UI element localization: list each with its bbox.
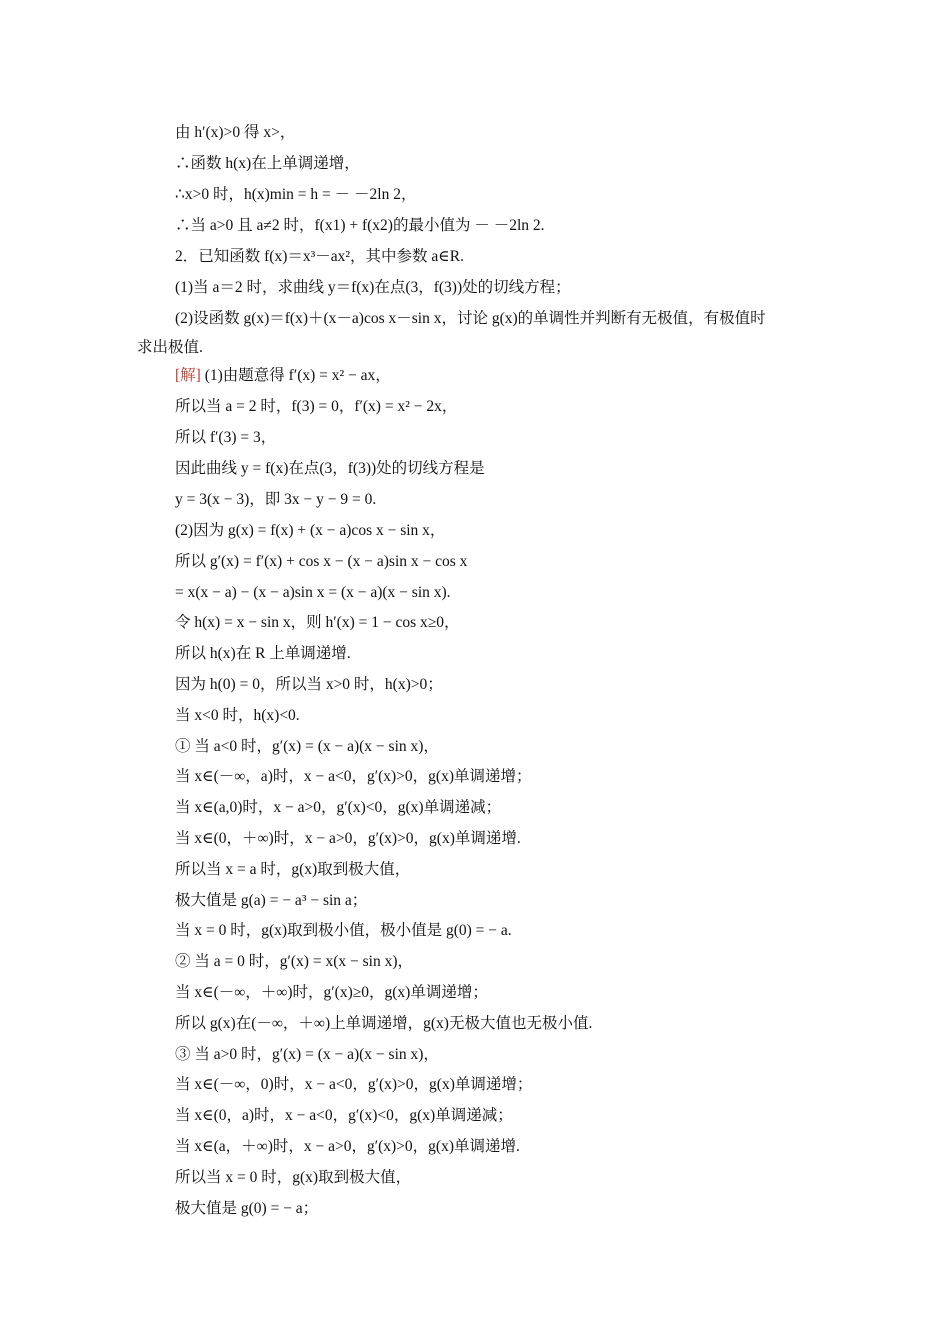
text-line: 当 x = 0 时，g(x)取到极小值，极小值是 g(0) = − a.	[175, 922, 512, 939]
text-line: ∴函数 h(x)在上单调递增，	[175, 155, 360, 172]
text-line: 当 x∈(a，＋∞)时，x − a>0，g′(x)>0，g(x)单调递增.	[175, 1138, 520, 1155]
text-line: 所以 f′(3) = 3，	[175, 429, 277, 446]
text-line: 当 x∈(－∞，0)时，x − a<0，g′(x)>0，g(x)单调递增；	[175, 1076, 533, 1093]
solution-text: (1)由题意得 f′(x) = x² − ax，	[200, 367, 391, 384]
case-3-heading: ③ 当 a>0 时，g′(x) = (x − a)(x − sin x)，	[175, 1046, 439, 1063]
case-2-heading: ② 当 a = 0 时，g′(x) = x(x − sin x)，	[175, 953, 413, 970]
text-line: 当 x∈(－∞，a)时，x − a<0，g′(x)>0，g(x)单调递增；	[175, 768, 532, 785]
text-line: 令 h(x) = x − sin x，则 h′(x) = 1 − cos x≥0，	[175, 614, 460, 631]
text-line: ∴x>0 时，h(x)min = h = － －2ln 2，	[175, 186, 417, 203]
text-line: 极大值是 g(0) = − a；	[175, 1200, 319, 1217]
text-line: (2)因为 g(x) = f(x) + (x − a)cos x − sin x，	[175, 522, 446, 539]
text-line: 当 x∈(－∞，＋∞)时，g′(x)≥0，g(x)单调递增；	[175, 984, 488, 1001]
text-line: y = 3(x − 3)，即 3x − y − 9 = 0.	[175, 491, 377, 508]
text-line: 当 x<0 时，h(x)<0.	[175, 707, 300, 724]
text-line: 当 x∈(a,0)时，x − a>0，g′(x)<0，g(x)单调递减；	[175, 799, 502, 816]
text-line: 所以当 x = 0 时，g(x)取到极大值，	[175, 1169, 412, 1186]
text-line: 所以 g(x)在(－∞，＋∞)上单调递增，g(x)无极大值也无极小值.	[175, 1015, 593, 1032]
text-line: ∴当 a>0 且 a≠2 时，f(x1) + f(x2)的最小值为 － －2ln 2.	[175, 217, 545, 234]
solution-tag: [解]	[175, 367, 201, 384]
problem-statement: 2．已知函数 f(x)＝x³－ax²，其中参数 a∈R.	[175, 248, 464, 265]
problem-part-1: (1)当 a＝2 时，求曲线 y＝f(x)在点(3，f(3))处的切线方程；	[175, 279, 571, 296]
problem-part-2-cont: 求出极值.	[137, 339, 203, 356]
solution-start	[175, 366, 391, 386]
case-1-heading: ① 当 a<0 时，g′(x) = (x − a)(x − sin x)，	[175, 738, 439, 755]
text-line: 因此曲线 y = f(x)在点(3，f(3))处的切线方程是	[175, 460, 485, 477]
text-line: 当 x∈(0，＋∞)时，x − a>0，g′(x)>0，g(x)单调递增.	[175, 830, 521, 847]
text-line: 所以 h(x)在 R 上单调递增.	[175, 645, 351, 662]
text-line: 所以当 a = 2 时，f(3) = 0，f′(x) = x² − 2x，	[175, 398, 458, 415]
text-line: 所以当 x = a 时，g(x)取到极大值，	[175, 861, 411, 878]
text-line: = x(x − a) − (x − a)sin x = (x − a)(x − sin x).	[175, 584, 451, 601]
problem-part-2: (2)设函数 g(x)＝f(x)＋(x－a)cos x－sin x，讨论 g(x)的单调性并判断有无极值，有极值时	[175, 310, 766, 327]
text-line: 由 h′(x)>0 得 x>，	[175, 124, 296, 141]
text-line: 当 x∈(0，a)时，x − a<0，g′(x)<0，g(x)单调递减；	[175, 1107, 513, 1124]
text-line: 所以 g′(x) = f′(x) + cos x − (x − a)sin x − cos x	[175, 553, 468, 570]
text-line: 因为 h(0) = 0，所以当 x>0 时，h(x)>0；	[175, 676, 443, 693]
text-line: 极大值是 g(a) = − a³ − sin a；	[175, 892, 368, 909]
